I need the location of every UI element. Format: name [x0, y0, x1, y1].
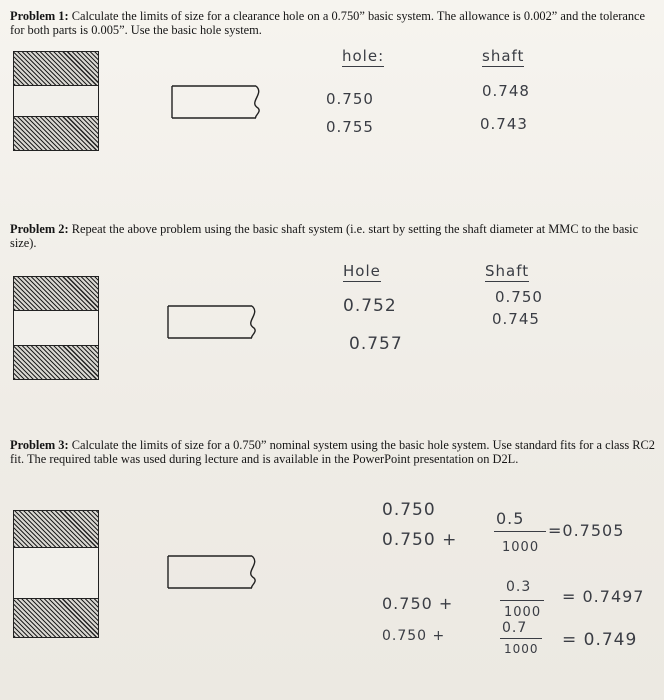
p3-line-4-base: 0.750 +	[382, 628, 446, 644]
p3-frac2-numerator: 0.3	[506, 579, 532, 595]
problem-3-body: Calculate the limits of size for a 0.750” nominal system using the basic hole system. Use standard fits for a class RC2 fit. The required table was used during lecture and is available in the PowerPoint presentation on D2L.	[10, 438, 655, 466]
p2-hole-max: 0.752	[343, 296, 397, 316]
p2-hole-plate-diagram	[13, 276, 99, 380]
p1-hole-max: 0.750	[326, 90, 374, 108]
p2-shaft-diagram	[166, 304, 262, 340]
p1-shaft-min: 0.743	[480, 115, 528, 133]
p3-result-3: = 0.749	[562, 630, 638, 650]
problem-1-label: Problem 1:	[10, 9, 69, 23]
p2-shaft-heading: Shaft	[485, 262, 530, 280]
p3-frac3-bar	[500, 638, 542, 639]
p3-line-3-base: 0.750 +	[382, 594, 454, 613]
p3-frac3-denominator: 1000	[504, 642, 539, 656]
p1-shaft-diagram	[170, 84, 266, 120]
p3-shaft-diagram	[166, 554, 262, 590]
p3-frac1-bar	[494, 531, 546, 532]
p3-frac3-numerator: 0.7	[502, 620, 528, 636]
p1-hole-heading: hole:	[342, 47, 385, 65]
p2-hole-min: 0.757	[349, 334, 403, 354]
p3-frac1-denominator: 1000	[502, 540, 540, 555]
p2-shaft-max: 0.750	[495, 288, 543, 306]
problem-3-label: Problem 3:	[10, 438, 69, 452]
p1-shaft-heading: shaft	[482, 47, 525, 65]
p3-frac1-numerator: 0.5	[496, 509, 525, 528]
p2-hole-heading: Hole	[343, 262, 381, 280]
p3-frac2-denominator: 1000	[504, 605, 542, 620]
problem-2-text	[10, 222, 655, 250]
p3-line-1: 0.750	[382, 500, 436, 520]
p3-frac2-bar	[500, 600, 544, 601]
p3-result-2: = 0.7497	[562, 587, 645, 606]
p1-hole-min: 0.755	[326, 118, 374, 136]
p3-result-1: =0.7505	[548, 521, 625, 540]
problem-2-label: Problem 2:	[10, 222, 69, 236]
problem-1-body: Calculate the limits of size for a clearance hole on a 0.750” basic system. The allowance is 0.002” and the tolerance for both parts is 0.005”. Use the basic hole system.	[10, 9, 646, 37]
p1-shaft-max: 0.748	[482, 82, 530, 100]
p3-hole-plate-diagram	[13, 510, 99, 638]
p3-line-2-base: 0.750 +	[382, 530, 458, 550]
problem-2-body: Repeat the above problem using the basic shaft system (i.e. start by setting the shaft diameter at MMC to the basic size).	[10, 222, 639, 250]
problem-3-text	[10, 438, 655, 466]
p2-shaft-min: 0.745	[492, 310, 540, 328]
problem-1-text	[10, 9, 655, 37]
p1-hole-plate-diagram	[13, 51, 99, 151]
